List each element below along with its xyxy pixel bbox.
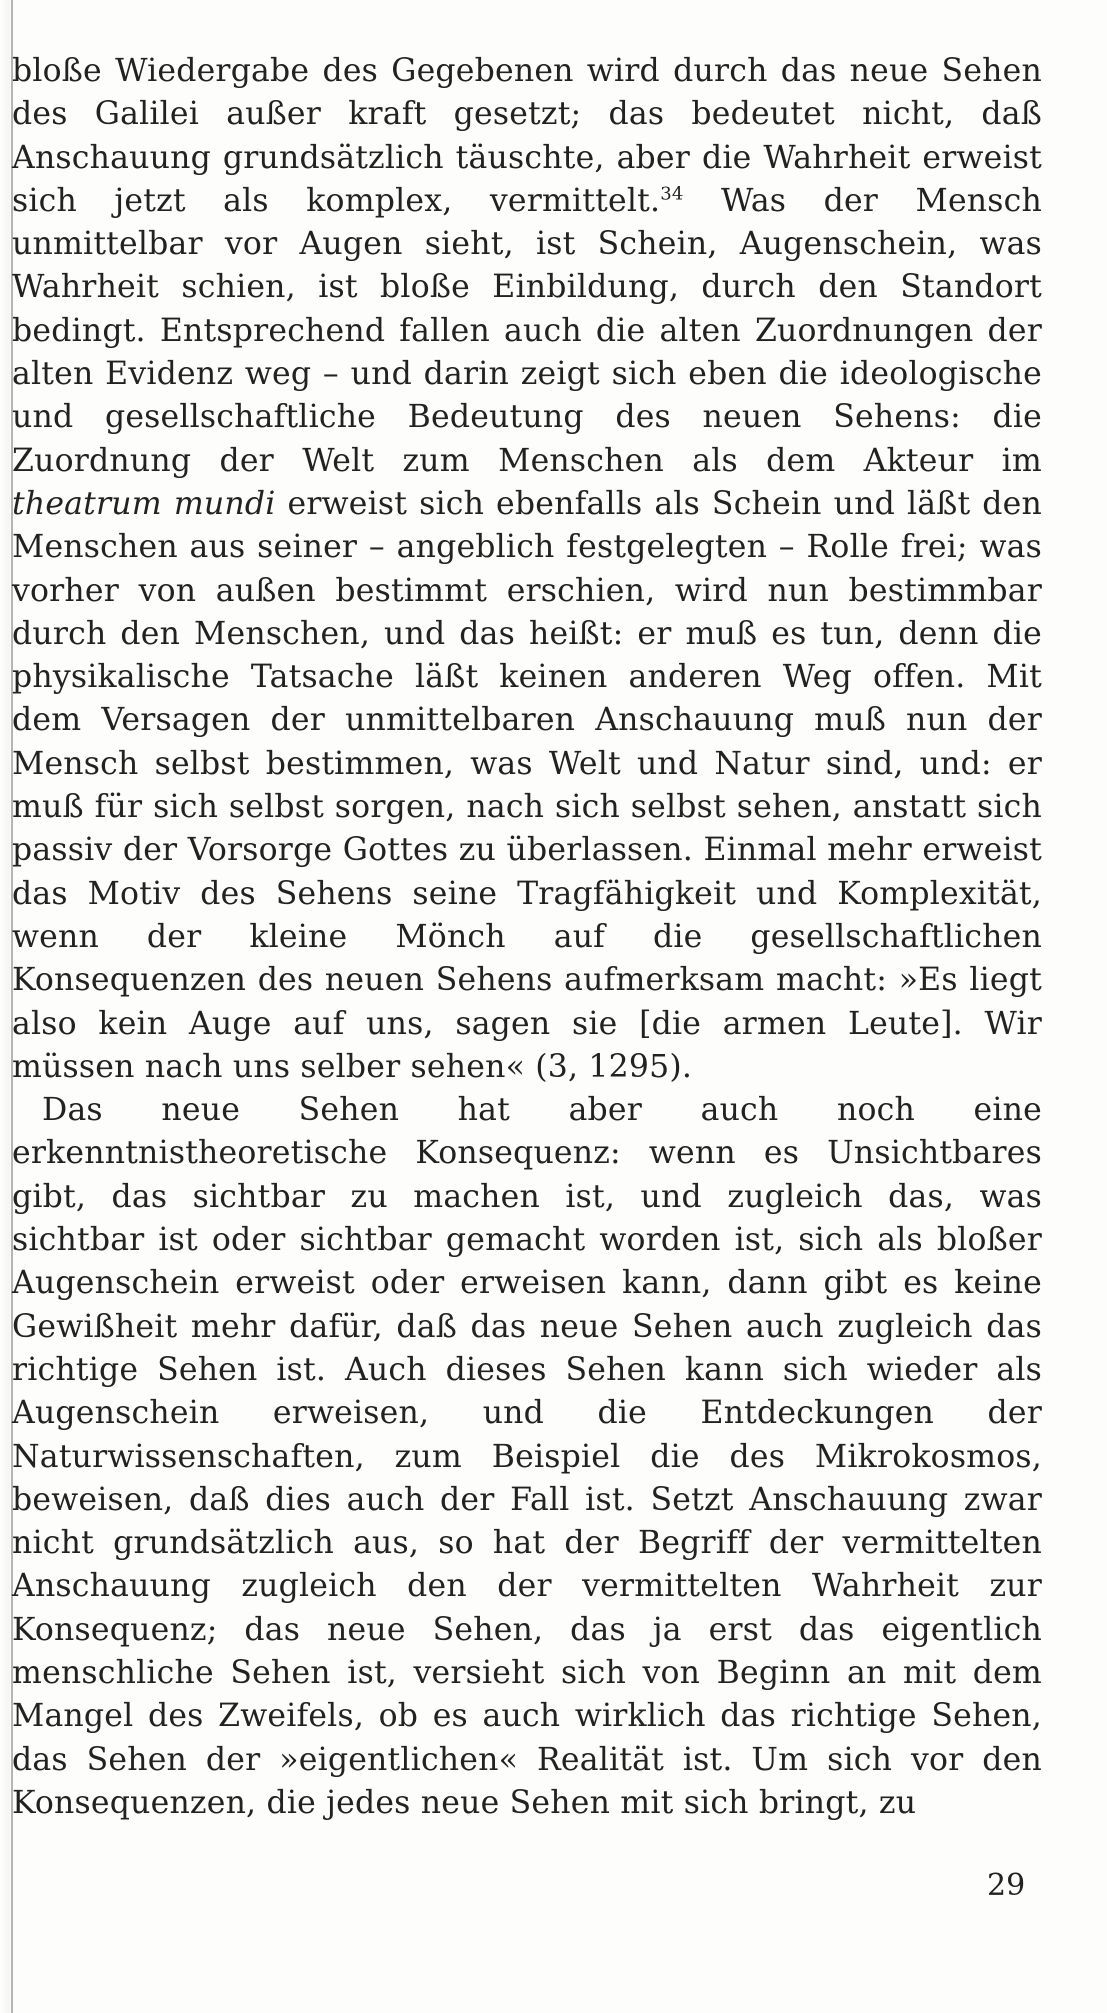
italic-text: theatrum mundi — [12, 485, 276, 522]
text-segment: Was der Mensch unmittelbar vor Augen sieht, ist Schein, Augenschein, was Wahrheit schien, ist bloße Einbildung, durch den Standort bedingt. Entsprechend fallen auch die alten Zuordnungen der alten Evidenz weg – und darin zeigt sich eben die ideologische und gesellschaftliche Bedeutung des neuen Sehens: die Zuordnung der Welt zum Menschen als dem Akteur im — [12, 182, 1042, 479]
text-segment: Das neue Sehen hat aber auch noch eine erkenntnistheoretische Konsequenz: wenn es Unsichtbares gibt, das sichtbar zu machen ist, und zugleich das, was sichtbar ist oder sichtbar gemacht worden ist, sich als bloßer Augenschein erweist oder erweisen kann, dann gibt es keine Gewißheit mehr dafür, daß das neue Sehen auch zugleich das richtige Sehen ist. Auch dieses Sehen kann sich wieder als Augenschein erweisen, und die Entdeckungen der Naturwissenschaften, zum Beispiel die des Mikrokosmos, beweisen, daß dies auch der Fall ist. Setzt Anschauung zwar nicht grundsätzlich aus, so hat der Begriff der vermittelten Anschauung zugleich den der vermittelten Wahrheit zur Konsequenz; das neue Sehen, das ja erst das eigentlich menschliche Sehen ist, versieht sich von Beginn an mit dem Mangel des Zweifels, ob es auch wirklich das richtige Sehen, das Sehen der »eigentlichen« Realität ist. Um sich vor den Konsequenzen, die jedes neue Sehen mit sich bringt, zu — [12, 1092, 1042, 1821]
page-number: 29 — [987, 1868, 1026, 1903]
body-text — [12, 50, 1042, 1825]
footnote-ref: 34 — [660, 183, 684, 205]
paragraph — [12, 1089, 1042, 1825]
paragraph — [12, 50, 1042, 1089]
text-segment: erweist sich ebenfalls als Schein und läßt den Menschen aus seiner – angeblich festgelegten – Rolle frei; was vorher von außen bestimmt erschien, wird nun bestimmbar durch den Menschen, und das heißt: er muß es tun, denn die physikalische Tatsache läßt keinen anderen Weg offen. Mit dem Versagen der unmittelbaren Anschauung muß nun der Mensch selbst bestimmen, was Welt und Natur sind, und: er muß für sich selbst sorgen, nach sich selbst sehen, anstatt sich passiv der Vorsorge Gottes zu überlassen. Einmal mehr erweist das Motiv des Sehens seine Tragfähigkeit und Komplexität, wenn der kleine Mönch auf die gesellschaftlichen Konsequenzen des neuen Sehens aufmerksam macht: »Es liegt also kein Auge auf uns, sagen sie [die armen Leute]. Wir müssen nach uns selber sehen« (3, 1295). — [12, 485, 1042, 1085]
text-segment: bloße Wiedergabe des Gegebenen wird durch das neue Sehen des Galilei außer kraft gesetzt; das bedeutet nicht, daß Anschauung grundsätzlich täuschte, aber die Wahrheit erweist sich jetzt als komplex, vermittelt. — [12, 53, 1042, 219]
page-gutter — [0, 0, 10, 2013]
